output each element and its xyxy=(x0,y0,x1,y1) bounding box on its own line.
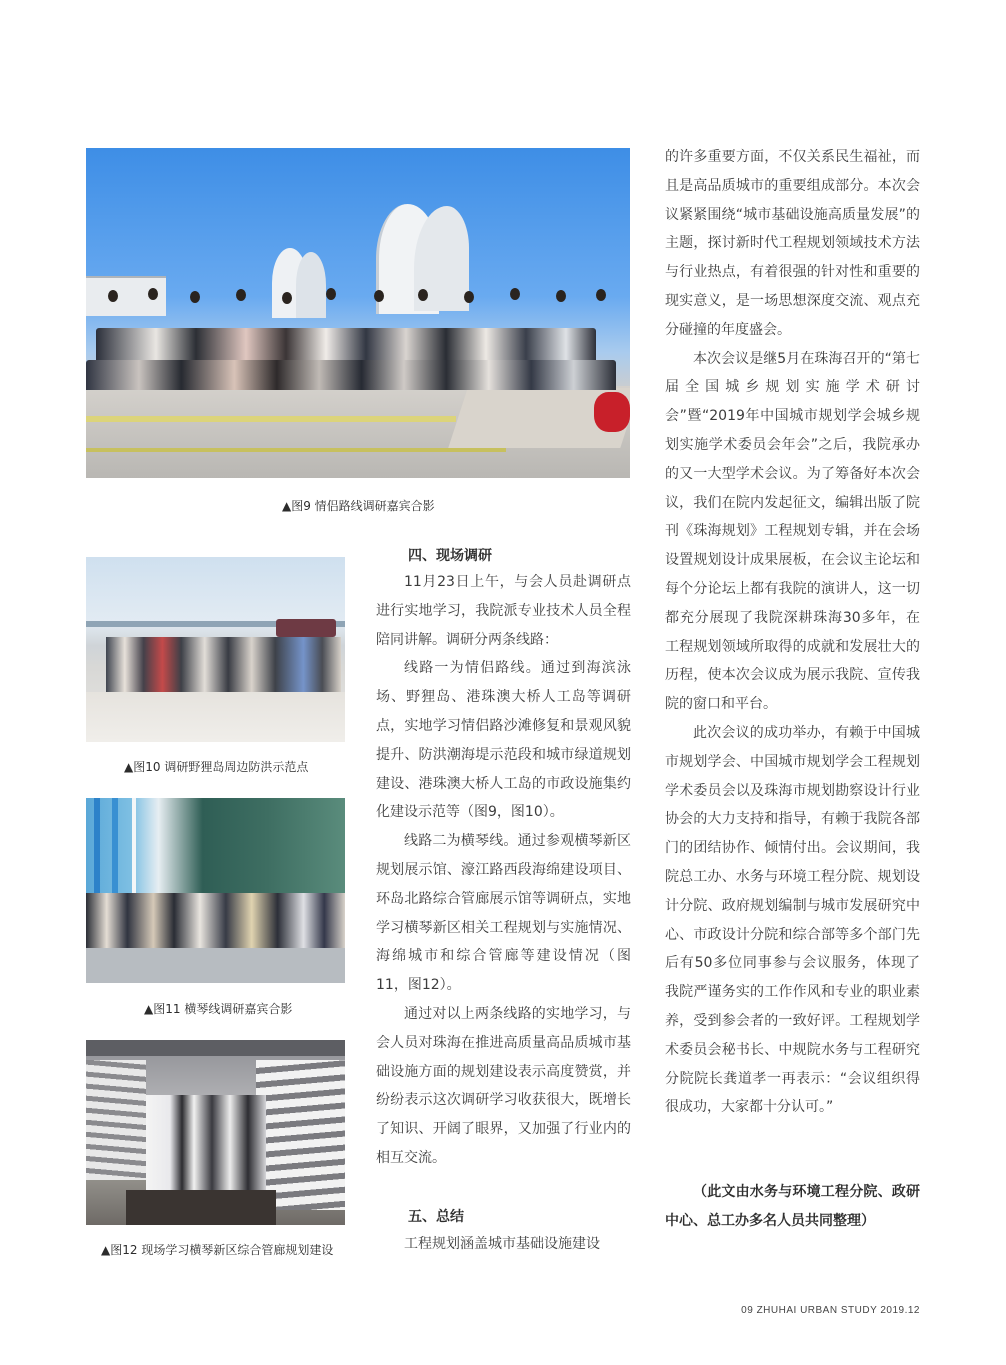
paragraph: 线路一为情侣路线。通过到海滨泳场、野狸岛、港珠澳大桥人工岛等调研点，实地学习情侣路沙滩修复和景观风貌提升、防洪潮海堤示范段和城市绿道规划建设、港珠澳大桥人工岛的市政设施集约化建设示范等（图9，图10）。 xyxy=(376,660,631,821)
paragraph: 的许多重要方面，不仅关系民生福祉，而且是高品质城市的重要组成部分。本次会议紧紧围绕“城市基础设施高质量发展”的主题，探讨新时代工程规划领域技术方法与行业热点，有着很强的针对性和重要的现实意义，是一场思想深度交流、观点充分碰撞的年度盛会。 xyxy=(665,149,920,338)
paragraph: 通过对以上两条线路的实地学习，与会人员对珠海在推进高质量高品质城市基础设施方面的规划建设表示高度赞赏，并纷纷表示这次调研学习收获很大，既增长了知识、开阔了眼界，又加强了行业内的相互交流。 xyxy=(376,1005,631,1166)
paragraph: 此次会议的成功举办，有赖于中国城市规划学会、中国城市规划学会工程规划学术委员会以及珠海市规划勘察设计行业协会的大力支持和指导，有赖于我院各部门的团结协作、倾情付出。会议期间，我院总工办、水务与环境工程分院、规划设计分院、政府规划编制与城市发展研究中心、市政设计分院和综合部等多个部门先后有50多位同事参与会议服务，体现了我院严谨务实的工作作风和专业的职业素养，受到参会者的一致好评。工程规划学术委员会秘书长、中规院水务与工程研究分院院长龚道孝一再表示：“会议组织得很成功，大家都十分认可。” xyxy=(665,724,920,1116)
right-column-body xyxy=(665,143,920,1122)
figure-11-photo xyxy=(86,798,345,983)
figure-9-caption: ▲图9 情侣路线调研嘉宾合影 xyxy=(282,499,435,513)
paragraph: 11月23日上午，与会人员赴调研点进行实地学习，我院派专业技术人员全程陪同讲解。调研分两条线路： xyxy=(376,574,631,648)
section-5-heading: 五、总结 xyxy=(408,1209,464,1225)
figure-10-caption: ▲图10 调研野狸岛周边防洪示范点 xyxy=(124,760,309,774)
author-note-text: （此文由水务与环境工程分院、政研中心、总工办多名人员共同整理） xyxy=(665,1184,920,1229)
section-4-body xyxy=(376,568,631,1173)
paragraph: 线路二为横琴线。通过参观横琴新区规划展示馆、濠江路西段海绵建设项目、环岛北路综合管廊展示馆等调研点，实地学习横琴新区相关工程规划与实施情况、海绵城市和综合管廊等建设情况（图11，图12）。 xyxy=(376,833,631,994)
section-4-heading: 四、现场调研 xyxy=(408,548,492,564)
figure-10-photo xyxy=(86,557,345,742)
paragraph: 本次会议是继5月在珠海召开的“第七届全国城乡规划实施学术研讨会”暨“2019年中国城市规划学会城乡规划实施学术委员会年会”之后，我院承办的又一大型学术会议。为了筹备好本次会议，我们在院内发起征文，编辑出版了院刊《珠海规划》工程规划专辑，并在会场设置规划设计成果展板，在会议主论坛和每个分论坛上都有我院的演讲人，这一切都充分展现了我院深耕珠海30多年，在工程规划领域所取得的成就和发展壮大的历程，使本次会议成为展示我院、宣传我院的窗口和平台。 xyxy=(665,350,920,713)
paragraph: 工程规划涵盖城市基础设施建设 xyxy=(404,1236,600,1252)
page-footer: 09 ZHUHAI URBAN STUDY 2019.12 xyxy=(741,1305,920,1316)
figure-12-caption: ▲图12 现场学习横琴新区综合管廊规划建设 xyxy=(101,1243,334,1257)
author-note xyxy=(665,1178,920,1236)
figure-12-photo xyxy=(86,1040,345,1225)
section-5-body xyxy=(376,1230,631,1259)
figure-9-photo xyxy=(86,148,630,478)
figure-11-caption: ▲图11 横琴线调研嘉宾合影 xyxy=(144,1002,293,1016)
